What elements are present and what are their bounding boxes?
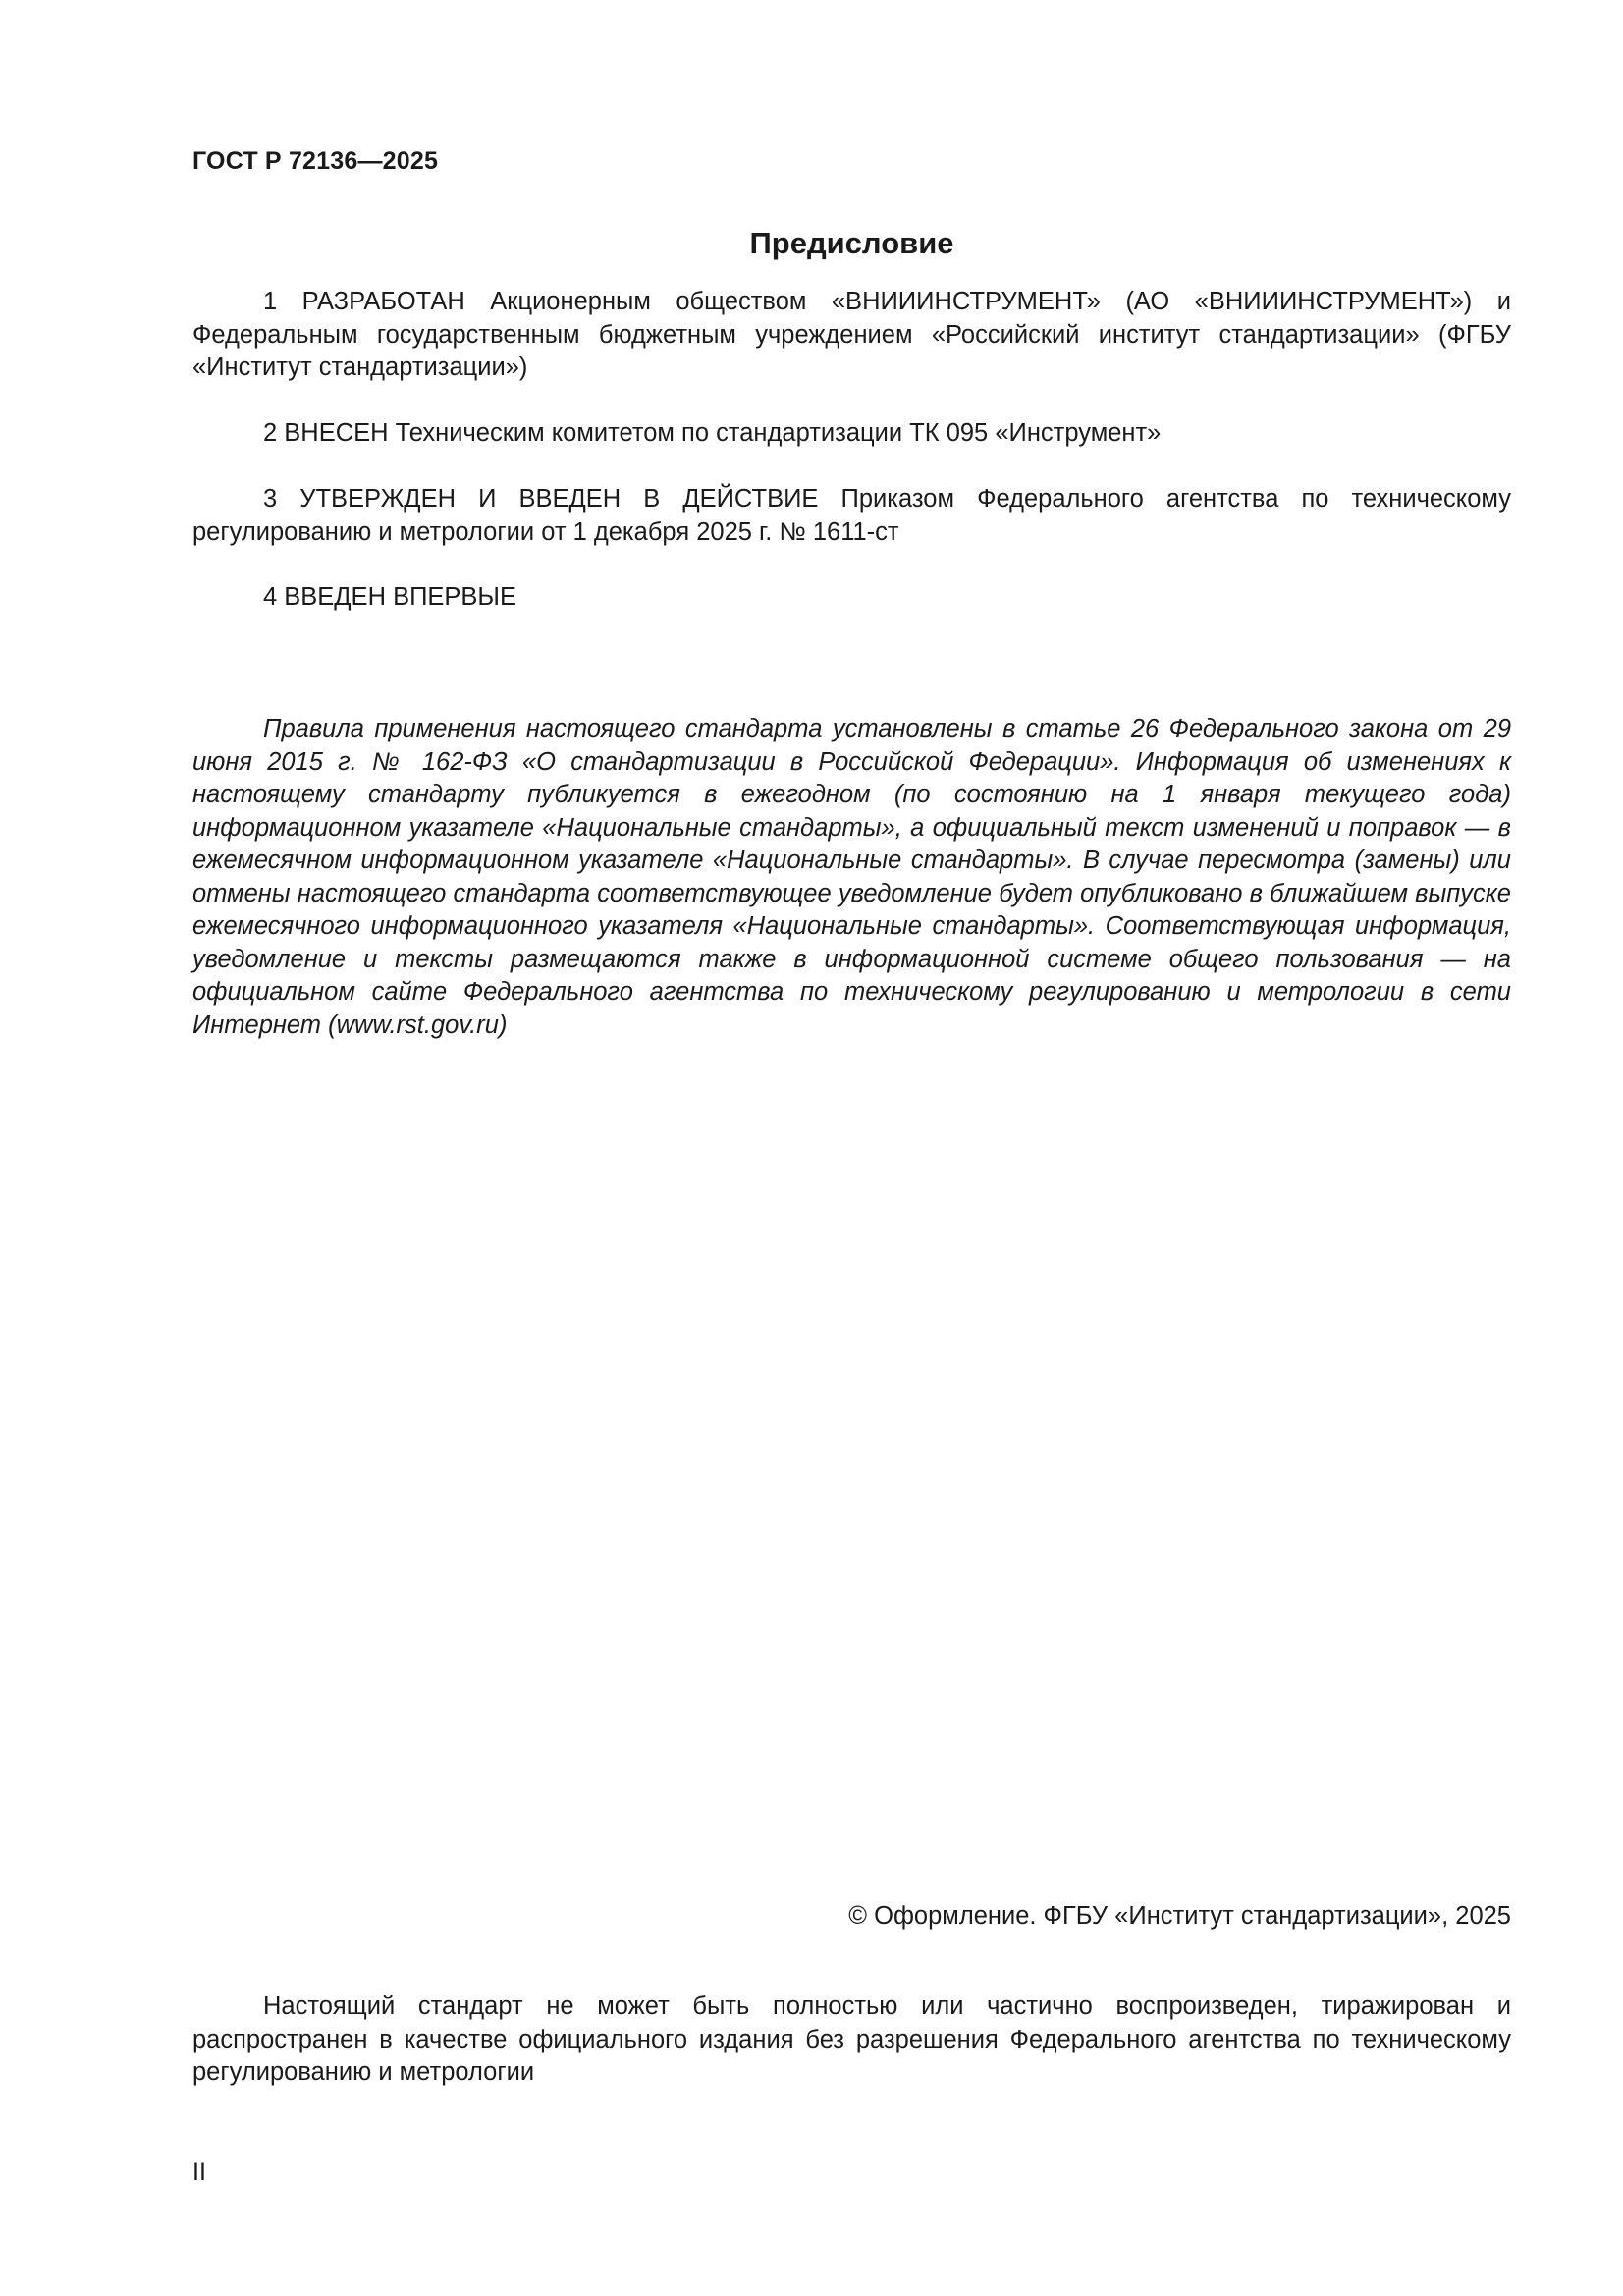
preface-item-3-lead: 3 УТВЕРЖДЕН И ВВЕДЕН В ДЕЙСТВИЕ [263, 485, 819, 513]
page-number: II [192, 2159, 206, 2186]
preface-heading: Предисловие [749, 226, 954, 260]
preface-item-2-lead: 2 ВНЕСЕН [263, 419, 389, 447]
preface-item-2-text: Техническим комитетом по стандартизации ТК 095 «Инструмент» [395, 419, 1162, 447]
reproduction-notice: Настоящий стандарт не может быть полностью или частично воспроизведен, тиражирован и распространен в качестве официального издания без разрешения Федерального агентства по техническому регулированию и метрологии [192, 1993, 1511, 2086]
preface-item-4 [192, 581, 1511, 615]
preface-item-1-lead: 1 РАЗРАБОТАН [263, 288, 465, 315]
preface-item-3 [192, 483, 1511, 549]
rules-note: Правила применения настоящего стандарта установлены в статье 26 Федерального закона от 29 июня 2015 г. № 162-ФЗ «О стандартизации в Российской Федерации». Информация об изменениях к настоящему стандарту публикуется в ежегодном (по состоянию на 1 января текущего года) информационном указателе «Национальные стандарты», а официальный текст изменений и поправок — в ежемесячном информационном указателе «Национальные стандарты». В случае пересмотра (замены) или отмены настоящего стандарта соответствующее уведомление будет опубликовано в ближайшем выпуске ежемесячного информационного указателя «Национальные стандарты». Соответствующая информация, уведомление и тексты размещаются также в информационной системе общего пользования — на официальном сайте Федерального агентства по техническому регулированию и метрологии в сети Интернет (www.rst.gov.ru) [192, 715, 1511, 1039]
document-code: ГОСТ Р 72136—2025 [192, 147, 439, 175]
preface-item-4-lead: 4 ВВЕДЕН ВПЕРВЫЕ [263, 583, 517, 611]
preface-item-3-text: Приказом Федерального агентства по техническому регулированию и метрологии от 1 декабря 2025 г. № 1611-ст [192, 485, 1511, 546]
copyright-line: © Оформление. ФГБУ «Институт стандартизации», 2025 [848, 1902, 1511, 1930]
preface-item-2 [192, 417, 1511, 451]
preface-item-1-text: Акционерным обществом «ВНИИИНСТРУМЕНТ» (АО «ВНИИИНСТРУМЕНТ») и Федеральным государственным бюджетным учреждением «Российский институт стандартизации» (ФГБУ «Институт стандартизации») [192, 288, 1511, 381]
preface-item-1 [192, 286, 1511, 385]
